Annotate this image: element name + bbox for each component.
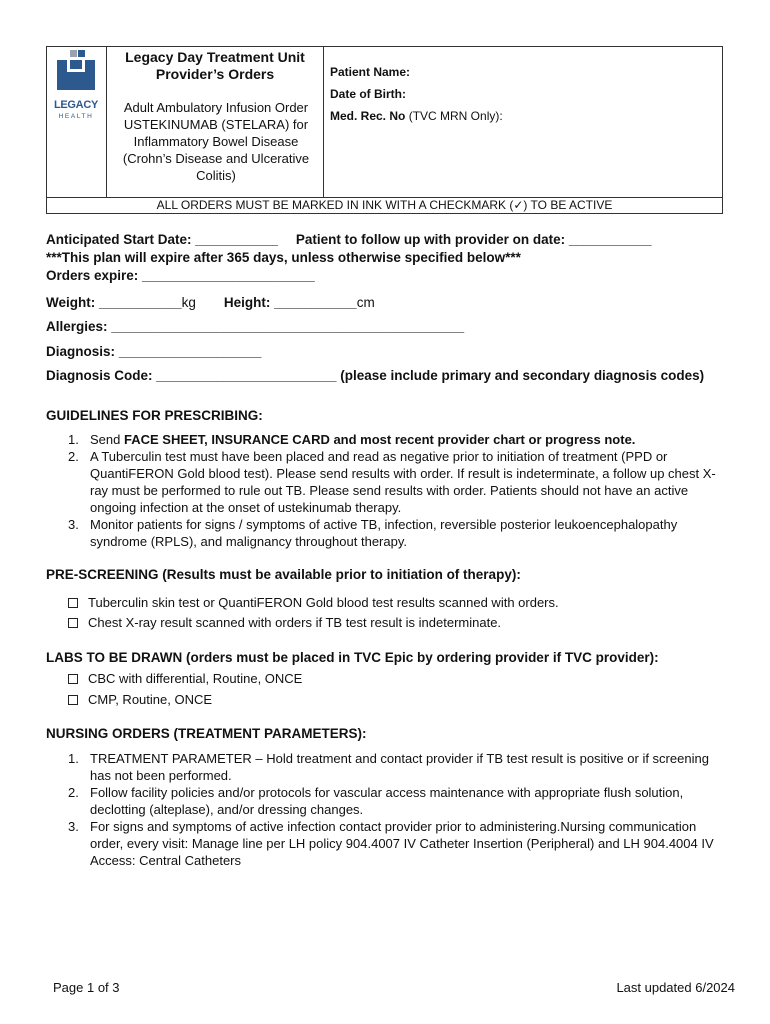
diagnosis-field[interactable]: Diagnosis: ___________________ bbox=[46, 344, 262, 359]
page-number: Page 1 of 3 bbox=[53, 980, 120, 995]
order-description-line: (Crohn’s Disease and Ulcerative bbox=[122, 151, 310, 166]
prescreening-heading: PRE-SCREENING (Results must be available prior to initiation of therapy): bbox=[46, 567, 521, 582]
list-number: 3. bbox=[68, 819, 79, 834]
dob-field[interactable]: Date of Birth: bbox=[330, 87, 406, 101]
logo-subtitle: HEALTH bbox=[58, 113, 94, 120]
form-title-cell bbox=[107, 47, 324, 197]
mrn-note: (TVC MRN Only): bbox=[405, 109, 503, 123]
lab-item-cmp[interactable] bbox=[68, 692, 212, 707]
list-item-prefix: Send bbox=[90, 432, 124, 447]
diagnosis-code-note: (please include primary and secondary diagnosis codes) bbox=[336, 368, 705, 383]
checkbox-label: CMP, Routine, ONCE bbox=[88, 692, 213, 707]
list-item-text: For signs and symptoms of active infection contact provider prior to administering.Nursing communication order, every visit: Manage line per LH policy 904.4007 IV Catheter Insertion (Peripheral) and LH 904.4004 IV Access: Central Catheters bbox=[90, 819, 714, 868]
follow-up-field[interactable]: Patient to follow up with provider on date: ___________ bbox=[295, 232, 652, 247]
form-title: Legacy Day Treatment Unit bbox=[125, 49, 305, 65]
order-description-line: USTEKINUMAB (STELARA) for bbox=[123, 117, 309, 132]
orders-expire-field[interactable]: Orders expire: _______________________ bbox=[46, 268, 315, 283]
checkmark-notice: ALL ORDERS MUST BE MARKED IN INK WITH A CHECKMARK (✓) TO BE ACTIVE bbox=[46, 197, 723, 214]
order-description-line: Inflammatory Bowel Disease bbox=[133, 134, 299, 149]
lab-item-cbc[interactable] bbox=[68, 671, 302, 686]
nursing-list bbox=[68, 750, 730, 869]
guidelines-list bbox=[68, 431, 730, 550]
list-number: 2. bbox=[68, 785, 79, 800]
allergies-field[interactable]: Allergies: _______________________________________________ bbox=[46, 319, 465, 334]
mrn-label: Med. Rec. No bbox=[330, 109, 406, 123]
form-header bbox=[46, 46, 723, 198]
legacy-logo-icon bbox=[53, 50, 99, 96]
checkbox[interactable] bbox=[68, 618, 78, 628]
start-date-field[interactable]: Anticipated Start Date: ___________ bbox=[46, 232, 278, 247]
list-item-text: Monitor patients for signs / symptoms of active TB, infection, reversible posterior leukoencephalopathy syndrome (RPLS), and malignancy throughout therapy. bbox=[90, 517, 678, 549]
height-field[interactable]: Height: ___________ bbox=[223, 295, 357, 310]
list-item-text: Follow facility policies and/or protocols for vascular access maintenance with appropriate flush solution, declotting (alteplase), and/or dressing changes. bbox=[90, 785, 684, 817]
guidelines-heading: GUIDELINES FOR PRESCRIBING: bbox=[46, 408, 263, 423]
order-description-line: Adult Ambulatory Infusion Order bbox=[123, 100, 309, 115]
list-item-emphasis: FACE SHEET, INSURANCE CARD and most recent provider chart or progress note. bbox=[123, 432, 636, 447]
weight-height-row bbox=[46, 295, 375, 310]
order-description-line: Colitis) bbox=[196, 168, 236, 183]
checkbox-label: CBC with differential, Routine, ONCE bbox=[88, 671, 303, 686]
expire-note: ***This plan will expire after 365 days, unless otherwise specified below*** bbox=[46, 250, 521, 265]
order-description bbox=[113, 99, 319, 184]
checkbox[interactable] bbox=[68, 598, 78, 608]
list-item bbox=[68, 784, 730, 818]
diagnosis-code-field[interactable]: Diagnosis Code: ________________________ bbox=[46, 368, 337, 383]
prescreening-item-xray[interactable] bbox=[68, 615, 501, 630]
checkbox[interactable] bbox=[68, 674, 78, 684]
list-item-text: TREATMENT PARAMETER – Hold treatment and contact provider if TB test result is positive or if screening has not been performed. bbox=[90, 751, 709, 783]
checkbox-label: Tuberculin skin test or QuantiFERON Gold blood test results scanned with orders. bbox=[88, 595, 559, 610]
start-date-row bbox=[46, 232, 651, 247]
list-item bbox=[68, 431, 730, 448]
checkbox-label: Chest X-ray result scanned with orders if TB test result is indeterminate. bbox=[88, 615, 502, 630]
list-item bbox=[68, 448, 730, 516]
prescreening-item-tb[interactable] bbox=[68, 595, 559, 610]
last-updated: Last updated 6/2024 bbox=[616, 980, 735, 995]
form-subtitle: Provider’s Orders bbox=[155, 66, 275, 82]
logo bbox=[47, 47, 107, 197]
diagnosis-code-row bbox=[46, 368, 704, 383]
list-item-text: A Tuberculin test must have been placed and read as negative prior to initiation of treatment (PPD or QuantiFERON Gold blood test). Please send results with order. If result is indeterminate, a follow up chest X-ray must be performed to rule out TB. Please send results with order. Patients should not have an active ongoing infection at the onset of ustekinumab therapy. bbox=[90, 449, 716, 515]
weight-field[interactable]: Weight: ___________ bbox=[46, 295, 182, 310]
list-item bbox=[68, 516, 730, 550]
height-unit: cm bbox=[356, 295, 375, 310]
list-item bbox=[68, 818, 730, 869]
logo-wordmark: LEGACY bbox=[53, 99, 99, 111]
patient-name-field[interactable]: Patient Name: bbox=[330, 65, 411, 79]
nursing-heading: NURSING ORDERS (TREATMENT PARAMETERS): bbox=[46, 726, 367, 741]
labs-heading: LABS TO BE DRAWN (orders must be placed in TVC Epic by ordering provider if TVC provider): bbox=[46, 650, 659, 665]
list-number: 1. bbox=[68, 432, 79, 447]
mrn-field[interactable] bbox=[330, 109, 503, 123]
list-item bbox=[68, 750, 730, 784]
list-number: 3. bbox=[68, 517, 79, 532]
weight-unit: kg bbox=[181, 295, 196, 310]
list-number: 2. bbox=[68, 449, 79, 464]
list-number: 1. bbox=[68, 751, 79, 766]
checkbox[interactable] bbox=[68, 695, 78, 705]
